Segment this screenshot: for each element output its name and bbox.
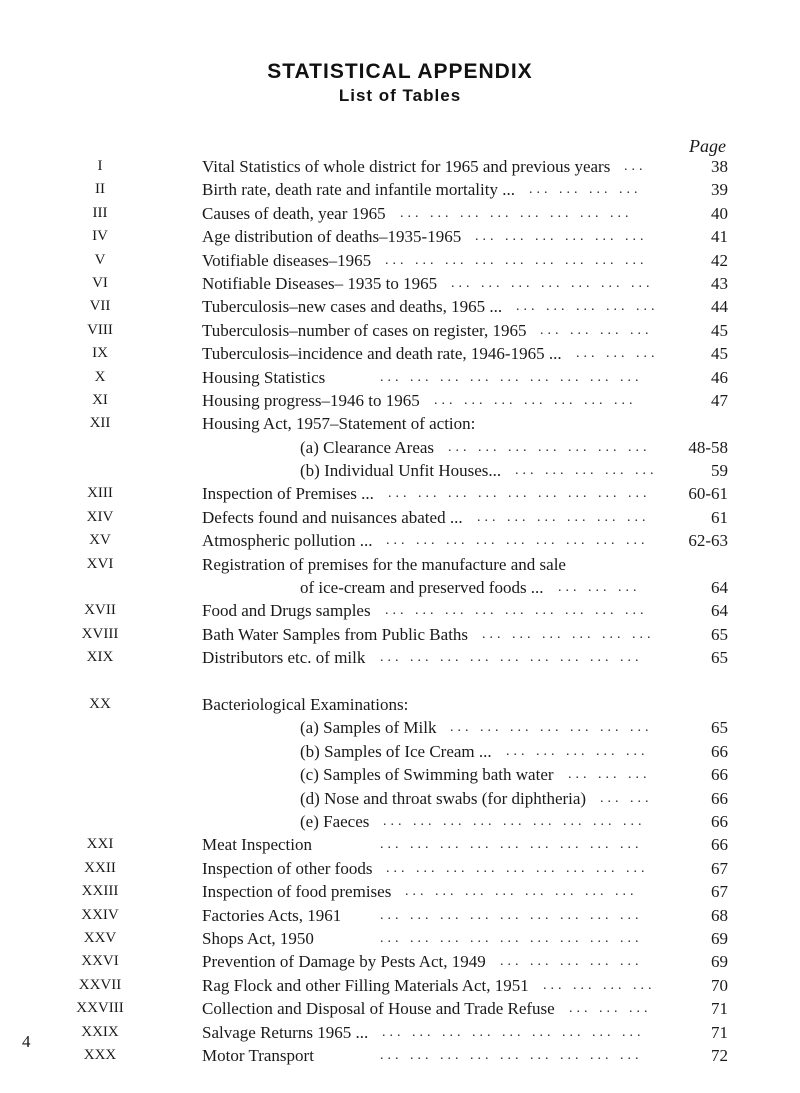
page-ref: 39 bbox=[711, 180, 728, 200]
table-number: IX bbox=[92, 345, 108, 362]
table-title: Shops Act, 1950 bbox=[202, 929, 314, 948]
toc-entry bbox=[0, 366, 800, 389]
toc-entry bbox=[0, 950, 800, 973]
page-ref: 42 bbox=[711, 250, 728, 270]
table-title: Housing Act, 1957–Statement of action: bbox=[202, 414, 476, 434]
page-ref: 61 bbox=[711, 507, 728, 527]
dot-leader: ... ... ... ... ... bbox=[500, 954, 643, 970]
toc-entry bbox=[0, 974, 800, 997]
toc-entry bbox=[0, 810, 800, 833]
table-title: Bath Water Samples from Public Baths bbox=[202, 624, 469, 644]
toc-entry bbox=[0, 833, 800, 856]
page-ref: 71 bbox=[711, 1022, 728, 1042]
dot-leader: ... ... ... ... ... ... ... bbox=[448, 439, 651, 455]
table-title: Notifiable Diseases– 1935 to 1965 bbox=[202, 273, 438, 293]
toc-entry bbox=[0, 646, 800, 669]
toc-entry bbox=[0, 319, 800, 342]
toc-entry bbox=[0, 716, 800, 739]
toc-entry bbox=[0, 927, 800, 950]
dot-leader: ... ... ... ... ... ... ... ... bbox=[405, 884, 638, 900]
page-ref: 47 bbox=[711, 390, 728, 410]
dot-leader: ... ... ... ... bbox=[543, 977, 656, 993]
page-ref: 66 bbox=[711, 788, 728, 808]
toc-entry bbox=[0, 740, 800, 763]
dot-leader: ... ... ... ... ... ... ... ... ... bbox=[386, 533, 649, 549]
page-ref: 40 bbox=[711, 203, 728, 223]
table-title: Votifiable diseases–1965 bbox=[202, 250, 372, 270]
dot-leader: ... ... ... ... ... ... ... ... ... bbox=[380, 369, 643, 385]
table-number: XVII bbox=[84, 602, 116, 619]
dot-leader: ... ... bbox=[600, 790, 653, 806]
page-number: 4 bbox=[22, 1032, 31, 1051]
toc-entry bbox=[0, 225, 800, 248]
toc-entry bbox=[0, 482, 800, 505]
page-ref: 66 bbox=[711, 835, 728, 855]
page-ref: 68 bbox=[711, 905, 728, 925]
table-title: (b) Individual Unfit Houses... bbox=[300, 461, 502, 481]
toc-entry bbox=[0, 576, 800, 599]
dot-leader: ... ... ... ... ... ... bbox=[477, 509, 650, 525]
dot-leader: ... ... ... ... ... ... ... ... ... bbox=[388, 486, 651, 502]
table-title: Tuberculosis–incidence and death rate, 1946-1965 ... bbox=[202, 344, 562, 364]
table-title: Bacteriological Examinations: bbox=[202, 695, 409, 715]
dot-leader: ... ... ... ... ... ... ... ... ... bbox=[385, 603, 648, 619]
table-number: IV bbox=[92, 228, 108, 245]
table-number: XII bbox=[89, 415, 111, 432]
page-ref: 66 bbox=[711, 741, 728, 761]
dot-leader: ... ... ... ... ... ... ... ... ... bbox=[382, 1024, 645, 1040]
table-title: Motor Transport bbox=[202, 1045, 314, 1065]
dot-leader: ... ... ... ... ... ... ... ... ... bbox=[386, 860, 649, 876]
page-ref: 60-61 bbox=[688, 484, 728, 504]
table-title: Atmospheric pollution ... bbox=[202, 531, 373, 551]
dot-leader: ... ... ... ... ... ... ... ... ... bbox=[383, 814, 646, 830]
table-title: Prevention of Damage by Pests Act, 1949 bbox=[202, 952, 486, 972]
toc-entry bbox=[0, 249, 800, 272]
dot-leader: ... ... ... ... ... ... ... ... ... bbox=[380, 907, 643, 923]
page-ref: 65 bbox=[711, 648, 728, 668]
toc-entry bbox=[0, 178, 800, 201]
dot-leader: ... ... ... bbox=[576, 346, 659, 362]
table-title: Vital Statistics of whole district for 1965 and previous years bbox=[202, 157, 611, 176]
page-ref: 72 bbox=[711, 1045, 728, 1065]
dot-leader: ... ... ... ... ... ... ... ... ... bbox=[380, 931, 643, 946]
page-ref: 45 bbox=[711, 320, 728, 340]
table-of-contents bbox=[0, 155, 800, 1067]
toc-entry bbox=[0, 997, 800, 1020]
table-title: Birth rate, death rate and infantile mortality ... bbox=[202, 180, 515, 200]
table-title: (a) Clearance Areas bbox=[300, 437, 435, 457]
page-ref: 64 bbox=[711, 578, 728, 598]
page-ref: 64 bbox=[711, 601, 728, 621]
page-ref: 67 bbox=[711, 882, 728, 902]
dot-leader: ... ... ... bbox=[558, 580, 641, 596]
table-number: XXIV bbox=[81, 906, 119, 923]
page-ref: 71 bbox=[711, 999, 728, 1019]
table-title: (a) Samples of Milk bbox=[300, 718, 437, 738]
page-ref: 66 bbox=[711, 765, 728, 785]
table-number: XXV bbox=[83, 930, 117, 946]
table-number: XIII bbox=[87, 485, 113, 502]
table-number: XXVII bbox=[78, 976, 122, 993]
toc-entry bbox=[0, 389, 800, 412]
table-number: III bbox=[92, 204, 108, 221]
table-number: VI bbox=[92, 274, 108, 291]
table-title: (e) Faeces bbox=[300, 812, 370, 832]
table-title: Registration of premises for the manufacture and sale bbox=[202, 554, 566, 574]
dot-leader: ... ... ... ... ... ... ... bbox=[450, 720, 653, 736]
dot-leader: ... bbox=[624, 159, 647, 174]
page-ref: 41 bbox=[711, 227, 728, 247]
toc-entry bbox=[0, 272, 800, 295]
toc-entry bbox=[0, 202, 800, 225]
dot-leader: ... ... ... ... bbox=[540, 322, 653, 338]
page-subtitle: List of Tables bbox=[338, 86, 462, 105]
table-title: Causes of death, year 1965 bbox=[202, 203, 386, 223]
dot-leader: ... ... ... ... ... ... ... ... bbox=[400, 205, 633, 221]
table-number: XI bbox=[92, 391, 108, 408]
toc-entry bbox=[0, 857, 800, 880]
dot-leader: ... ... ... ... ... ... ... ... ... bbox=[380, 650, 643, 666]
dot-leader: ... ... ... bbox=[569, 1001, 652, 1017]
toc-entry bbox=[0, 693, 800, 716]
table-number: XXIII bbox=[81, 883, 119, 900]
page-ref: 66 bbox=[711, 812, 728, 832]
table-number: XXX bbox=[83, 1046, 117, 1063]
table-title: Age distribution of deaths–1935-1965 bbox=[202, 227, 462, 247]
page-ref: 44 bbox=[711, 297, 728, 317]
table-number: VIII bbox=[87, 321, 113, 338]
table-number: XIX bbox=[86, 649, 114, 666]
table-number: XIV bbox=[86, 508, 114, 525]
dot-leader: ... ... ... ... ... bbox=[516, 299, 659, 315]
dot-leader: ... ... ... ... ... bbox=[515, 463, 658, 479]
toc-entry bbox=[0, 787, 800, 810]
toc-entry bbox=[0, 459, 800, 482]
dot-leader: ... ... ... ... ... bbox=[506, 743, 649, 759]
toc-entry bbox=[0, 1044, 800, 1067]
page-ref: 48-58 bbox=[688, 437, 728, 457]
page-title: STATISTICAL APPENDIX bbox=[267, 60, 533, 83]
dot-leader: ... ... ... ... ... ... ... ... ... bbox=[380, 1047, 643, 1063]
dot-leader: ... ... ... ... ... ... bbox=[482, 626, 655, 642]
table-title: (c) Samples of Swimming bath water bbox=[300, 765, 554, 785]
table-title: Distributors etc. of milk bbox=[202, 648, 366, 668]
dot-leader: ... ... ... ... bbox=[529, 182, 642, 198]
dot-leader: ... ... ... ... ... ... ... bbox=[434, 392, 637, 408]
toc-entry bbox=[0, 295, 800, 318]
table-title: Rag Flock and other Filling Materials Act, 1951 bbox=[202, 975, 529, 995]
table-number: XXVI bbox=[81, 953, 119, 970]
dot-leader: ... ... ... ... ... ... bbox=[475, 229, 648, 245]
toc-entry bbox=[0, 553, 800, 576]
toc-entry bbox=[0, 599, 800, 622]
table-title: Tuberculosis–new cases and deaths, 1965 ... bbox=[202, 297, 503, 317]
table-title: Factories Acts, 1961 bbox=[202, 905, 342, 925]
table-title: Food and Drugs samples bbox=[202, 601, 371, 621]
toc-entry bbox=[0, 155, 800, 178]
table-title: Inspection of food premises bbox=[202, 882, 392, 902]
table-number: II bbox=[95, 181, 105, 198]
toc-entry bbox=[0, 506, 800, 529]
table-title: Tuberculosis–number of cases on register, 1965 bbox=[202, 320, 527, 340]
page-ref: 46 bbox=[711, 367, 728, 387]
table-title: Salvage Returns 1965 ... bbox=[202, 1022, 369, 1042]
table-number: XVI bbox=[86, 555, 114, 572]
toc-entry bbox=[0, 342, 800, 365]
page-ref: 69 bbox=[711, 929, 728, 948]
toc-entry bbox=[0, 904, 800, 927]
table-number: XVIII bbox=[81, 625, 119, 642]
table-number: V bbox=[94, 251, 106, 268]
table-title: (b) Samples of Ice Cream ... bbox=[300, 741, 492, 761]
table-number: I bbox=[97, 158, 103, 174]
table-title: Inspection of other foods bbox=[202, 858, 373, 878]
page-ref: 62-63 bbox=[688, 531, 728, 551]
toc-entry bbox=[0, 529, 800, 552]
toc-entry bbox=[0, 1021, 800, 1044]
table-number: XXVIII bbox=[76, 1000, 124, 1017]
table-title: (d) Nose and throat swabs (for diphtheria) bbox=[300, 788, 587, 808]
dot-leader: ... ... ... ... ... ... ... bbox=[451, 275, 654, 291]
table-number: VII bbox=[89, 298, 111, 315]
page-ref: 70 bbox=[711, 975, 728, 995]
table-title: Housing Statistics bbox=[202, 367, 326, 387]
page-ref: 59 bbox=[711, 461, 728, 481]
table-title: Collection and Disposal of House and Trade Refuse bbox=[202, 999, 555, 1019]
page-ref: 65 bbox=[711, 718, 728, 738]
toc-entry bbox=[0, 436, 800, 459]
table-number: XXIX bbox=[81, 1023, 119, 1040]
table-title: Housing progress–1946 to 1965 bbox=[202, 390, 420, 410]
page-ref: 65 bbox=[711, 624, 728, 644]
page-ref: 67 bbox=[711, 858, 728, 878]
table-title: of ice-cream and preserved foods ... bbox=[300, 578, 544, 598]
page-ref: 43 bbox=[711, 273, 728, 293]
table-number: XXII bbox=[84, 859, 116, 876]
toc-entry bbox=[0, 763, 800, 786]
table-number: XXI bbox=[86, 836, 114, 853]
toc-entry bbox=[0, 412, 800, 435]
table-title: Defects found and nuisances abated ... bbox=[202, 507, 463, 527]
table-title: Inspection of Premises ... bbox=[202, 484, 374, 504]
dot-leader: ... ... ... bbox=[568, 767, 651, 783]
dot-leader: ... ... ... ... ... ... ... ... ... bbox=[380, 837, 643, 853]
toc-entry bbox=[0, 623, 800, 646]
table-number: X bbox=[94, 368, 106, 385]
page-ref: 38 bbox=[711, 157, 728, 176]
table-number: XX bbox=[89, 696, 111, 713]
table-title: Meat Inspection bbox=[202, 835, 312, 855]
toc-entry bbox=[0, 880, 800, 903]
page-ref: 45 bbox=[711, 344, 728, 364]
page-column-label: Page bbox=[689, 136, 726, 156]
dot-leader: ... ... ... ... ... ... ... ... ... bbox=[385, 252, 648, 268]
page-ref: 69 bbox=[711, 952, 728, 972]
table-number: XV bbox=[89, 532, 111, 549]
